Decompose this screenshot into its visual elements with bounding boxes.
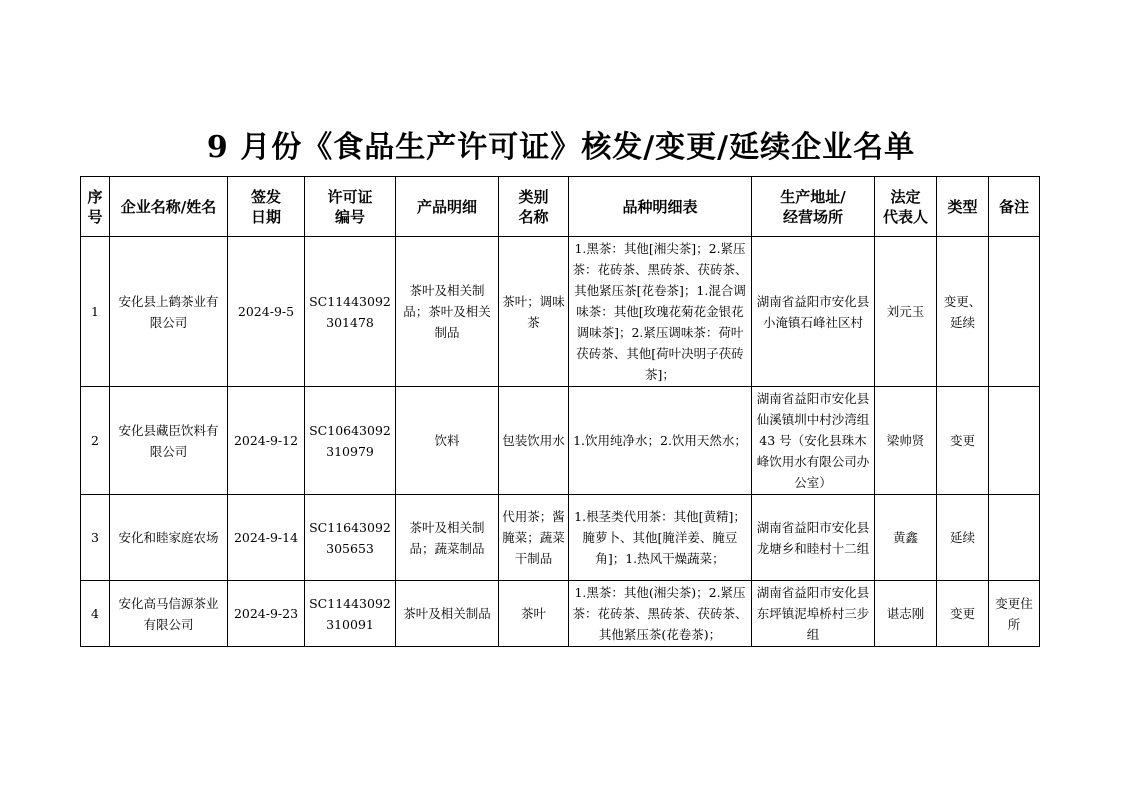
cell-type: 变更、延续 [937,237,989,387]
header-license: 许可证 编号 [305,177,396,237]
table-row [81,581,1040,647]
cell-remark: 变更住所 [989,581,1040,647]
cell-type: 延续 [937,495,989,581]
cell-seq: 1 [81,237,110,387]
cell-remark [989,495,1040,581]
header-category: 类别 名称 [499,177,569,237]
cell-address: 湖南省益阳市安化县小淹镇石峰社区村 [752,237,875,387]
header-date: 签发 日期 [228,177,305,237]
cell-name: 安化和睦家庭农场 [110,495,228,581]
cell-product: 饮料 [396,387,499,495]
cell-type: 变更 [937,387,989,495]
cell-address: 湖南省益阳市安化县仙溪镇圳中村沙湾组 43 号（安化县珠木峰饮用水有限公司办公室） [752,387,875,495]
cell-license: SC11443092310091 [305,581,396,647]
cell-license: SC10643092310979 [305,387,396,495]
cell-date: 2024-9-5 [228,237,305,387]
cell-license: SC11643092305653 [305,495,396,581]
cell-seq: 4 [81,581,110,647]
cell-date: 2024-9-14 [228,495,305,581]
cell-remark [989,387,1040,495]
cell-type: 变更 [937,581,989,647]
cell-rep: 梁帅贤 [875,387,937,495]
cell-category: 代用茶；酱腌菜；蔬菜干制品 [499,495,569,581]
cell-product: 茶叶及相关制品 [396,581,499,647]
cell-varieties: 1.黑茶：其他(湘尖茶)；2.紧压茶：花砖茶、黑砖茶、茯砖茶、其他紧压茶(花卷茶)； [569,581,752,647]
cell-rep: 黄鑫 [875,495,937,581]
header-product: 产品明细 [396,177,499,237]
cell-product: 茶叶及相关制品；蔬菜制品 [396,495,499,581]
cell-remark [989,237,1040,387]
cell-license: SC11443092301478 [305,237,396,387]
cell-category: 茶叶；调味茶 [499,237,569,387]
page-title: 9 月份《食品生产许可证》核发/变更/延续企业名单 [206,130,916,165]
header-varieties: 品种明细表 [569,177,752,237]
cell-address: 湖南省益阳市安化县东坪镇泥埠桥村三步组 [752,581,875,647]
cell-seq: 3 [81,495,110,581]
table-row [81,495,1040,581]
cell-varieties: 1.根茎类代用茶：其他[黄精]；腌萝卜、其他[腌洋姜、腌豆角]；1.热风干燥蔬菜； [569,495,752,581]
header-address: 生产地址/ 经营场所 [752,177,875,237]
cell-rep: 谌志刚 [875,581,937,647]
cell-name: 安化高马信源茶业有限公司 [110,581,228,647]
cell-varieties: 1.黑茶：其他[湘尖茶]；2.紧压茶：花砖茶、黑砖茶、茯砖茶、其他紧压茶[花卷茶]；1.混合调味茶：其他[玫瑰花菊花金银花调味茶]；2.紧压调味茶：荷叶茯砖茶、其他[荷叶决明子茯砖茶]； [569,237,752,387]
table-row [81,237,1040,387]
cell-date: 2024-9-12 [228,387,305,495]
cell-name: 安化县上鹤茶业有限公司 [110,237,228,387]
header-name: 企业名称/姓名 [110,177,228,237]
cell-category: 包装饮用水 [499,387,569,495]
cell-rep: 刘元玉 [875,237,937,387]
license-table [80,176,1040,647]
table-row [81,387,1040,495]
cell-category: 茶叶 [499,581,569,647]
cell-seq: 2 [81,387,110,495]
cell-date: 2024-9-23 [228,581,305,647]
cell-address: 湖南省益阳市安化县龙塘乡和睦村十二组 [752,495,875,581]
header-remark: 备注 [989,177,1040,237]
cell-name: 安化县藏臣饮料有限公司 [110,387,228,495]
header-type: 类型 [937,177,989,237]
cell-varieties: 1.饮用纯净水；2.饮用天然水； [569,387,752,495]
header-rep: 法定 代表人 [875,177,937,237]
cell-product: 茶叶及相关制品；茶叶及相关制品 [396,237,499,387]
header-seq: 序 号 [81,177,110,237]
table-header-row [81,177,1040,237]
